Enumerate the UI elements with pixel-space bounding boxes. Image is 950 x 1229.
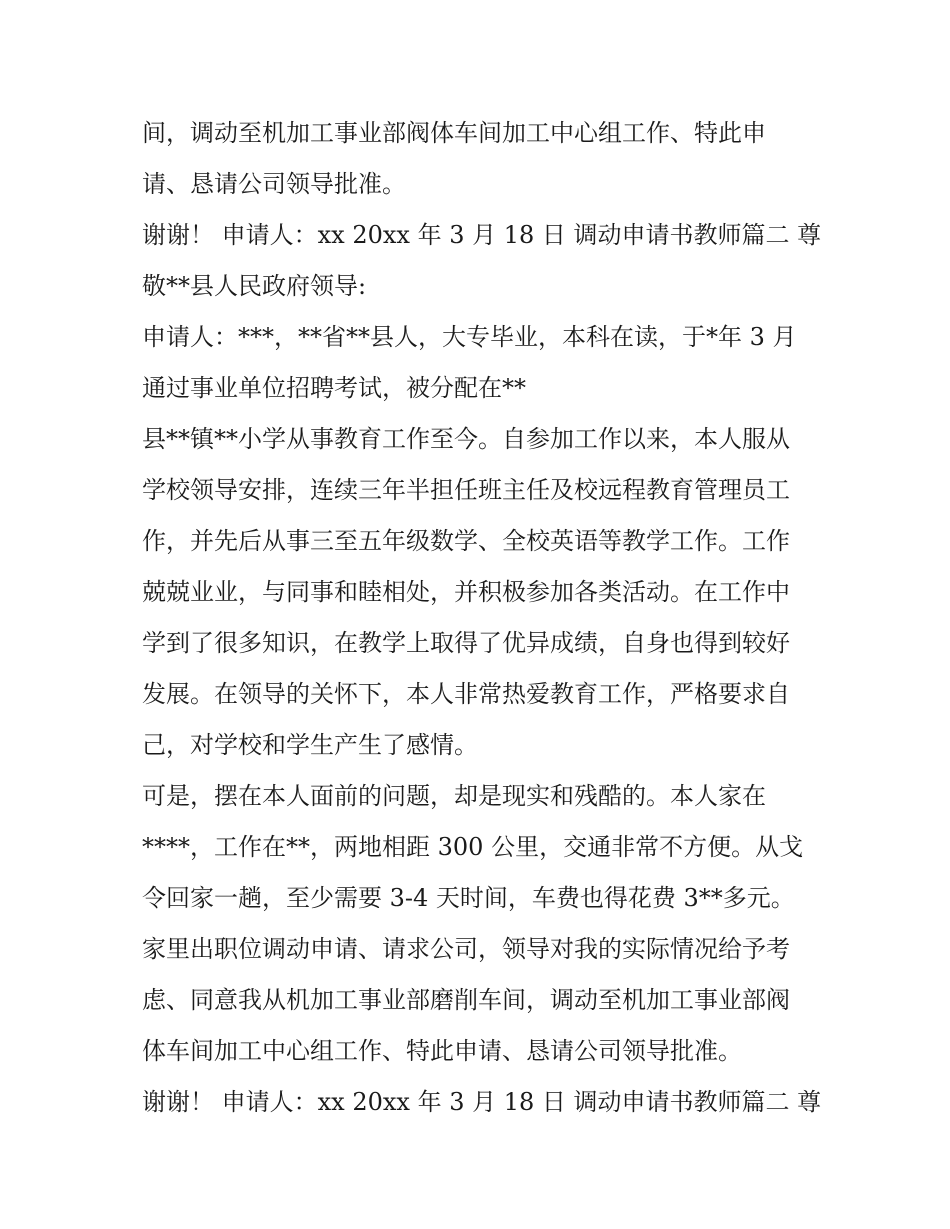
text-line: 虑、同意我从机加工事业部磨削车间，调动至机加工事业部阀 [142, 986, 790, 1014]
text-line: 间，调动至机加工事业部阀体车间加工中心组工作、特此申 [142, 119, 766, 147]
text-line: 谢谢！ 申请人：xx 20xx 年 3 月 18 日 调动申请书教师篇二 尊 [142, 221, 822, 249]
document-body [142, 108, 822, 1128]
text-line: 可是，摆在本人面前的问题，却是现实和残酷的。本人家在 [142, 782, 766, 810]
text-line: 发展。在领导的关怀下，本人非常热爱教育工作，严格要求自 [142, 680, 790, 708]
text-line: ****，工作在**，两地相距 300 公里，交通非常不方便。从戈 [142, 833, 804, 861]
text-line: 己，对学校和学生产生了感情。 [142, 731, 478, 759]
text-line: 体车间加工中心组工作、特此申请、恳请公司领导批准。 [142, 1037, 742, 1065]
text-line: 学校领导安排，连续三年半担任班主任及校远程教育管理员工 [142, 476, 790, 504]
text-line: 令回家一趟，至少需要 3-4 天时间，车费也得花费 3**多元。 [142, 884, 795, 912]
text-line: 作，并先后从事三至五年级数学、全校英语等教学工作。工作 [142, 527, 790, 555]
text-line: 谢谢！ 申请人：xx 20xx 年 3 月 18 日 调动申请书教师篇二 尊 [142, 1088, 822, 1116]
text-line: 敬**县人民政府领导: [142, 272, 367, 300]
text-line: 县**镇**小学从事教育工作至今。自参加工作以来，本人服从 [142, 425, 790, 453]
text-line: 申请人：***，**省**县人，大专毕业，本科在读，于*年 3 月 [142, 323, 797, 351]
text-line: 学到了很多知识，在教学上取得了优异成绩，自身也得到较好 [142, 629, 790, 657]
text-line: 请、恳请公司领导批准。 [142, 170, 406, 198]
text-line: 家里出职位调动申请、请求公司，领导对我的实际情况给予考 [142, 935, 790, 963]
text-line: 兢兢业业，与同事和睦相处，并积极参加各类活动。在工作中 [142, 578, 790, 606]
text-line: 通过事业单位招聘考试，被分配在** [142, 374, 526, 402]
